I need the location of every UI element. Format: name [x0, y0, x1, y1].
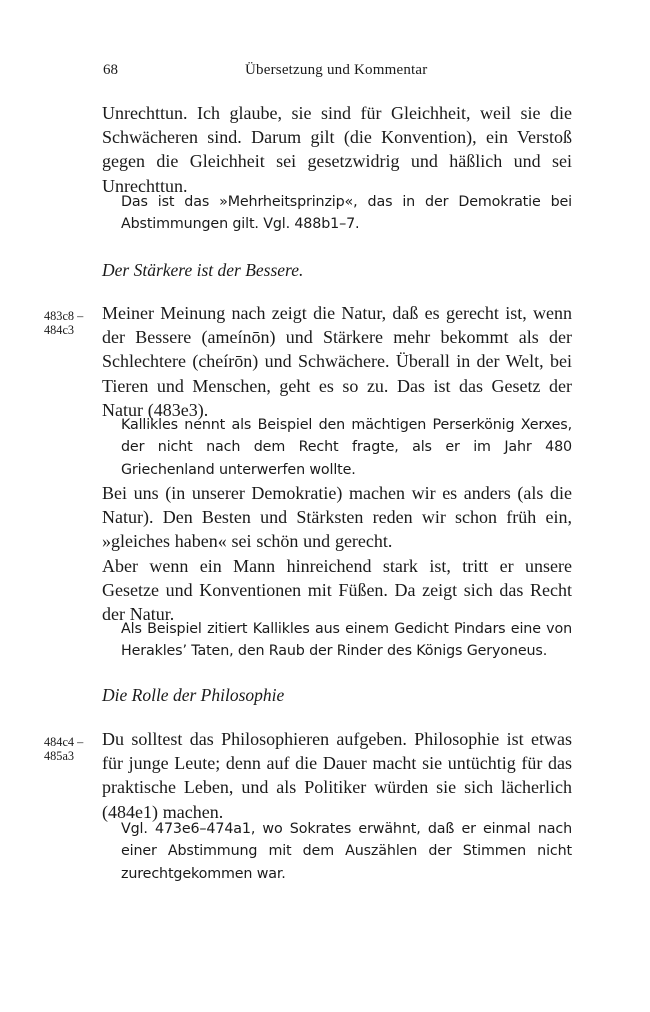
- stephanus-reference: [44, 735, 96, 763]
- translation-paragraph: Unrechttun. Ich glaube, sie sind für Gleichheit, weil sie die Schwächeren sind. Darum gilt (die Konvention), ein Verstoß gegen die Gleichheit sei gesetzwidrig und häßlich und sei Unrechttun.: [102, 103, 572, 196]
- translation-paragraph: Meiner Meinung nach zeigt die Natur, daß es gerecht ist, wenn der Bessere (ameínōn) und Stärkere mehr bekommt als der Schlechtere (cheírōn) und Schwächere. Überall in der Welt, bei Tieren und Menschen, geht es so zu. Das ist das Gesetz der Natur (483e3).: [102, 303, 572, 420]
- running-title: Übersetzung und Kommentar: [245, 62, 428, 78]
- stephanus-reference: [44, 309, 96, 337]
- reference-start: 483c8 –: [44, 309, 84, 323]
- commentary-note: Kallikles nennt als Beispiel den mächtigen Perserkönig Xerxes, der nicht nach dem Recht fragte, als er im Jahr 480 Griechenland unterwerfen wollte.: [121, 417, 572, 478]
- reference-start: 484c4 –: [44, 735, 84, 749]
- commentary-note: Vgl. 473e6–474a1, wo Sokrates erwähnt, daß er einmal nach einer Abstimmung mit dem Auszählen der Stimmen nicht zurechtgekommen war.: [121, 821, 572, 882]
- translation-paragraph: Aber wenn ein Mann hinreichend stark ist, tritt er unsere Gesetze und Konventionen mit Füßen. Da zeigt sich das Recht der Natur.: [102, 556, 572, 625]
- page-number: 68: [103, 62, 118, 78]
- translation-paragraph: Du solltest das Philosophieren aufgeben. Philosophie ist etwas für junge Leute; denn auf die Dauer macht sie untüchtig für das praktische Leben, und als Politiker würden sie sich lächerlich (484e1) machen.: [102, 729, 572, 822]
- section-heading: Der Stärkere ist der Bessere.: [102, 260, 304, 280]
- translation-paragraph: Bei uns (in unserer Demokratie) machen wir es anders (als die Natur). Den Besten und Stärksten reden wir schon früh ein, »gleiches haben« sei schön und gerecht.: [102, 483, 572, 552]
- page-header: [0, 58, 650, 82]
- commentary-note: Das ist das »Mehrheitsprinzip«, das in der Demokratie bei Abstimmungen gilt. Vgl. 488b1–7.: [121, 194, 572, 233]
- section-heading: Die Rolle der Philosophie: [102, 685, 285, 705]
- reference-end: 485a3: [44, 749, 75, 763]
- commentary-note: Als Beispiel zitiert Kallikles aus einem Gedicht Pindars eine von Herakles’ Taten, den Raub der Rinder des Königs Geryoneus.: [121, 621, 572, 660]
- reference-end: 484c3: [44, 323, 75, 337]
